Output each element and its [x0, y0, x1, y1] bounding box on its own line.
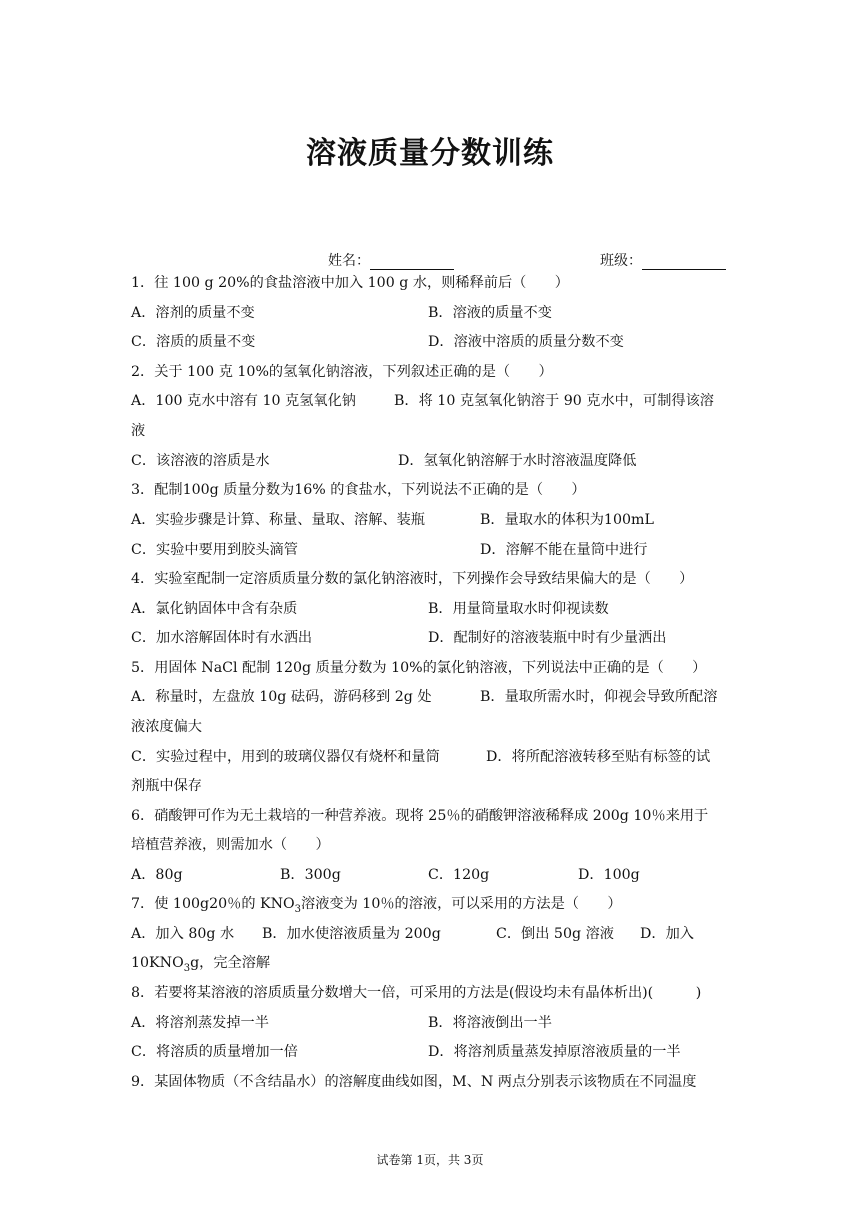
q5-option-c: C．实验过程中，用到的玻璃仪器仅有烧杯和量筒 — [131, 749, 440, 765]
q5-option-d: D．将所配溶液转移至贴有标签的试 — [486, 749, 711, 765]
q6-option-d: D．100g — [578, 867, 640, 883]
page-footer: 试卷第 1页，共 3页 — [376, 1153, 484, 1167]
class-field — [600, 250, 726, 270]
question-3-stem: 3．配制100g 质量分数为16% 的食盐水，下列说法不正确的是（ ） — [131, 482, 586, 498]
q3-option-b: B．量取水的体积为100mL — [480, 512, 654, 528]
q6-option-c: C．120g — [428, 867, 490, 883]
question-4-stem: 4．实验室配制一定溶质质量分数的氯化钠溶液时，下列操作会导致结果偏大的是（ ） — [131, 571, 694, 587]
question-5-stem: 5．用固体 NaCl 配制 120g 质量分数为 10%的氯化钠溶液，下列说法中正确的是（ ） — [131, 660, 707, 676]
q2-option-c: C．该溶液的溶质是水 — [131, 453, 270, 469]
q4-option-c: C．加水溶解固体时有水洒出 — [131, 630, 313, 646]
name-label: 姓名： — [328, 253, 370, 269]
q2-option-a: A．100 克水中溶有 10 克氢氧化钠 — [131, 393, 356, 409]
name-blank[interactable] — [370, 253, 454, 270]
q2-option-b: B．将 10 克氢氧化钠溶于 90 克水中，可制得该溶 — [394, 393, 714, 409]
q1-option-b: B．溶液的质量不变 — [428, 305, 552, 321]
class-blank[interactable] — [642, 253, 726, 270]
q7-option-c: C．倒出 50g 溶液 — [496, 926, 614, 942]
q7-option-b: B．加水使溶液质量为 200g — [262, 926, 441, 942]
q3-option-c: C．实验中要用到胶头滴管 — [131, 542, 298, 558]
question-2-stem: 2．关于 100 克 10%的氢氧化钠溶液，下列叙述正确的是（ ） — [131, 364, 553, 380]
q3-option-a: A．实验步骤是计算、称量、量取、溶解、装瓶 — [131, 512, 425, 528]
q7-option-a: A．加入 80g 水 — [131, 926, 235, 942]
question-7-stem: 7．使 100g20％的 $KNO_3$溶液变为 10％的溶液，可以采用的方法是（ ） — [131, 896, 622, 915]
q4-option-b: B．用量筒量取水时仰视读数 — [428, 601, 609, 617]
q1-option-d: D．溶液中溶质的质量分数不变 — [428, 334, 624, 350]
q8-option-d: D．将溶剂质量蒸发掉原溶液质量的一半 — [428, 1044, 681, 1060]
q2-option-b-cont: 液 — [131, 423, 146, 439]
q5-option-d-cont: 剂瓶中保存 — [131, 778, 202, 794]
q8-option-b: B．将溶液倒出一半 — [428, 1015, 552, 1031]
q6-option-b: B．300g — [280, 867, 341, 883]
q6-option-a: A．80g — [131, 867, 183, 883]
question-1-stem: 1．往 100 g 20%的食盐溶液中加入 100 g 水，则稀释前后（ ） — [131, 275, 569, 291]
name-field — [328, 250, 454, 270]
q7-option-d-cont: $10KNO_3g$，完全溶解 — [131, 955, 271, 974]
question-6-stem: 6．硝酸钾可作为无土栽培的一种营养液。现将 25％的硝酸钾溶液稀释成 200g 10％来用于 — [131, 808, 709, 824]
q7-option-d: D．加入 — [640, 926, 694, 942]
q2-option-d: D．氢氧化钠溶解于水时溶液温度降低 — [398, 453, 637, 469]
q5-option-a: A．称量时，左盘放 10g 砝码，游码移到 2g 处 — [131, 689, 432, 705]
question-9-stem: 9．某固体物质（不含结晶水）的溶解度曲线如图，M、N 两点分别表示该物质在不同温度 — [131, 1074, 697, 1090]
q8-option-c: C．将溶质的质量增加一倍 — [131, 1044, 298, 1060]
page-title: 溶液质量分数训练 — [306, 136, 554, 171]
q4-option-a: A．氯化钠固体中含有杂质 — [131, 601, 298, 617]
q1-option-c: C．溶质的质量不变 — [131, 334, 256, 350]
question-6-stem-cont: 培植营养液，则需加水（ ） — [131, 837, 330, 853]
question-8-stem: 8．若要将某溶液的溶质质量分数增大一倍，可采用的方法是(假设均未有晶体析出)( ) — [131, 985, 702, 1001]
q3-option-d: D．溶解不能在量筒中进行 — [480, 542, 648, 558]
q8-option-a: A．将溶剂蒸发掉一半 — [131, 1015, 269, 1031]
class-label: 班级： — [600, 253, 642, 269]
q5-option-b: B．量取所需水时，仰视会导致所配溶 — [480, 689, 718, 705]
q5-option-b-cont: 液浓度偏大 — [131, 719, 202, 735]
q1-option-a: A．溶剂的质量不变 — [131, 305, 255, 321]
q4-option-d: D．配制好的溶液装瓶中时有少量洒出 — [428, 630, 667, 646]
